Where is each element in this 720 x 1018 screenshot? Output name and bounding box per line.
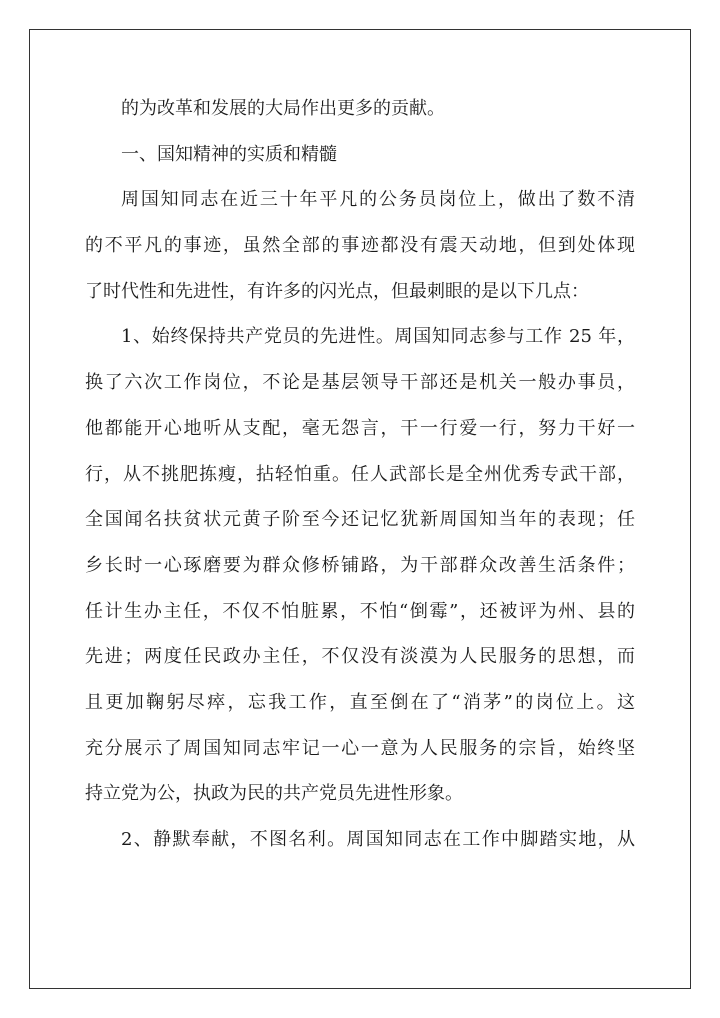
text-line: 的不平凡的事迹，虽然全部的事迹都没有震天动地，但到处体现 bbox=[85, 235, 635, 257]
text-line: 且更加鞠躬尽瘁，忘我工作，直至倒在了“消茅”的岗位上。这 bbox=[85, 691, 635, 713]
text-line: 任计生办主任，不仅不怕脏累，不怕“倒霉”，还被评为州、县的 bbox=[85, 600, 635, 622]
text-line: 乡长时一心琢磨要为群众修桥铺路，为干部群众改善生活条件； bbox=[85, 554, 635, 576]
section-heading: 一、国知精神的实质和精髓 bbox=[121, 143, 337, 165]
text-line: 换了六次工作岗位，不论是基层领导干部还是机关一般办事员， bbox=[85, 372, 635, 394]
text-line: 的为改革和发展的大局作出更多的贡献。 bbox=[121, 98, 445, 119]
text-line: 充分展示了周国知同志牢记一心一意为人民服务的宗旨，始终坚 bbox=[85, 737, 635, 759]
text-line: 他都能开心地听从支配，毫无怨言，干一行爱一行，努力干好一 bbox=[85, 417, 635, 439]
text-line: 1、始终保持共产党员的先进性。周国知同志参与工作 25 年， bbox=[121, 326, 635, 348]
text-line: 先进；两度任民政办主任，不仅没有淡漠为人民服务的思想，而 bbox=[85, 646, 635, 668]
text-line: 2、静默奉献，不图名利。周国知同志在工作中脚踏实地，从 bbox=[121, 829, 635, 850]
text-line: 全国闻名扶贫状元黄子阶至今还记忆犹新周国知当年的表现；任 bbox=[85, 509, 635, 531]
document-body bbox=[85, 92, 635, 869]
text-line: 行，从不挑肥拣瘦，拈轻怕重。任人武部长是全州优秀专武干部， bbox=[85, 463, 635, 485]
text-line: 了时代性和先进性，有许多的闪光点，但最刺眼的是以下几点： bbox=[85, 280, 589, 302]
text-line: 持立党为公，执政为民的共产党员先进性形象。 bbox=[85, 783, 463, 805]
text-line: 周国知同志在近三十年平凡的公务员岗位上，做出了数不清 bbox=[121, 189, 635, 211]
